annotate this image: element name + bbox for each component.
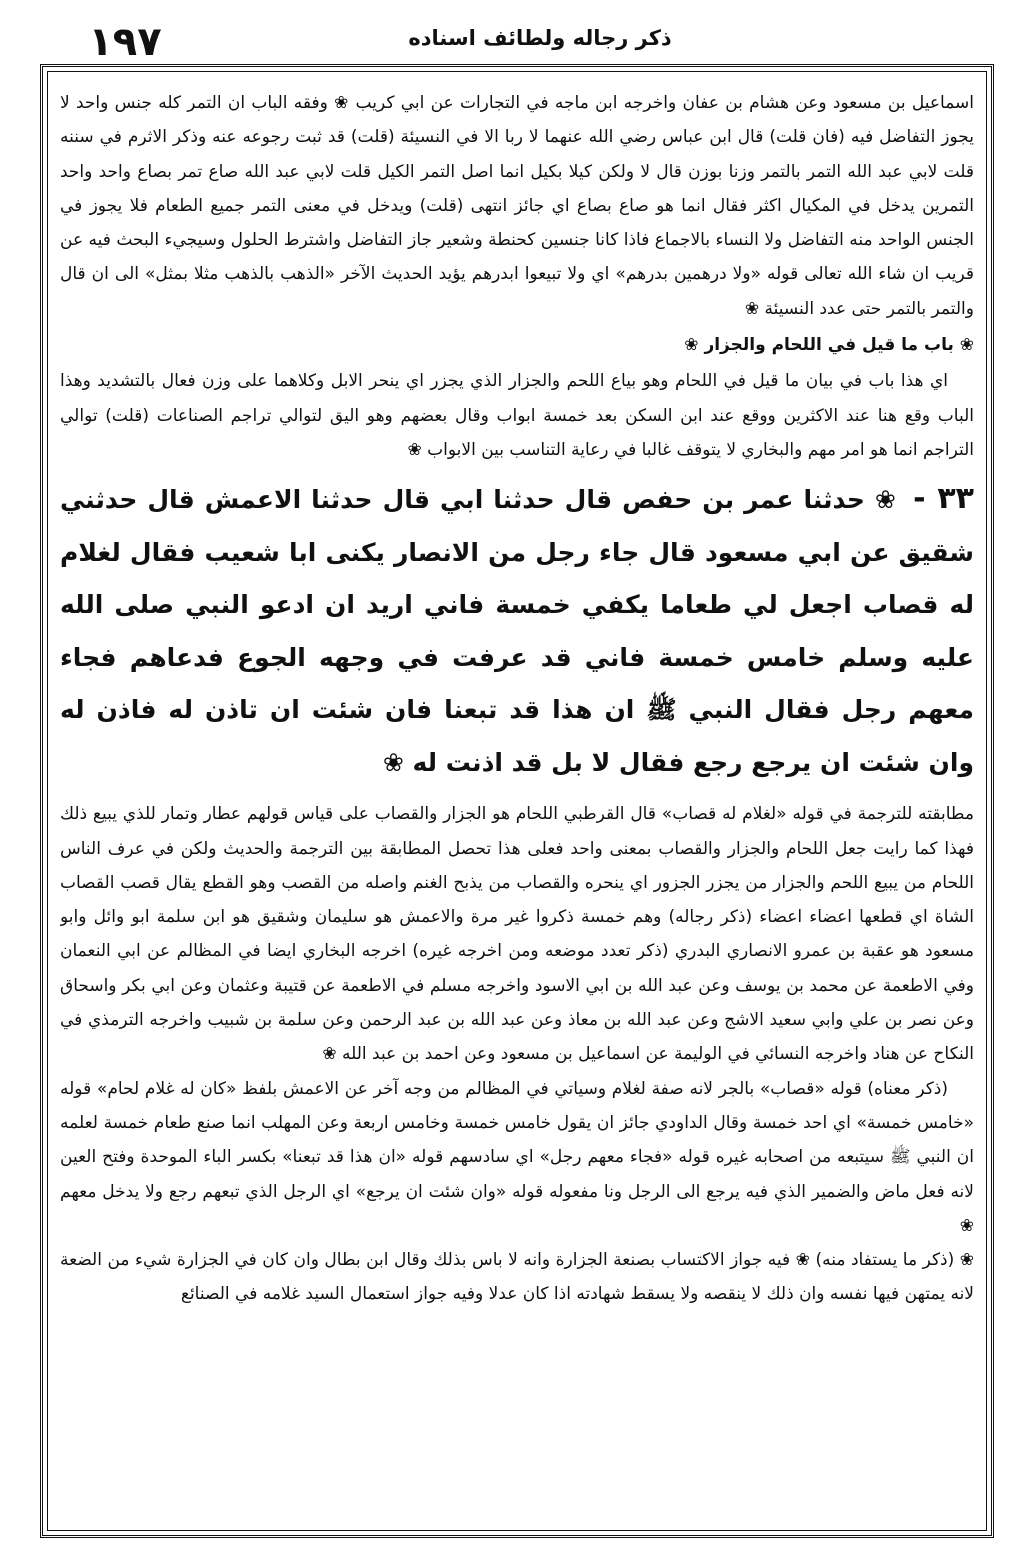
hadith-text-block: [60, 473, 974, 789]
paragraph-commentary-2: مطابقته للترجمة في قوله «لغلام له قصاب» قال القرطبي اللحام هو الجزار والقصاب على قياس قولهم عطار وتمار للذي يبيع ذلك فهذا كما رايت جعل اللحام والجزار والقصاب بمعنى واحد فعلى هذا تحصل المطابقة بين الترجمة والحديث ولكن في عرف الناس اللحام من يبيع اللحم والجزار من يجزر الجزور اي ينحره والقصاب من يذبح الغنم واصله من القصب وهو القطع يقال قصب القصاب الشاة اي قطعها اعضاء اعضاء (ذكر رجاله) وهم خمسة ذكروا غير مرة والاعمش هو سليمان وشقيق هو ابن سلمة ابو وائل وابو مسعود هو عقبة بن عمرو الانصاري البدري (ذكر تعدد موضعه ومن اخرجه غيره) اخرجه البخاري ايضا في المظالم عن ابي النعمان وفي الاطعمة عن محمد بن يوسف وعن عبد الله بن ابي الاسود واخرجه مسلم في الاطعمة عن قتيبة وعثمان وعن ابي بكر واسحاق وعن نصر بن علي وابي سعيد الاشج وعن عبد الله بن معاذ وعن عبد الله بن عبد الرحمن وعن سلمة بن شبيب واخرجه الترمذي في النكاح عن هناد واخرجه النسائي في الوليمة عن اسماعيل بن مسعود وعن احمد بن عبد الله ❀: [60, 804, 974, 1065]
hadith-number: ٣٣ -: [913, 481, 974, 517]
paragraph-benefits: ❀ (ذكر ما يستفاد منه) ❀ فيه جواز الاكتساب بصنعة الجزارة وانه لا باس بذلك وقال ابن بطال وان كان في الجزارة شيء من الضعة لانه يمتهن فيها نفسه وان ذلك لا ينقصه ولا يسقط شهادته اذا كان عدلا وفيه جواز استعمال السيد غلامه في الصنائع: [60, 1250, 974, 1305]
page-body: [60, 86, 974, 1526]
hadith-text: ❀ حدثنا عمر بن حفص قال حدثنا ابي قال حدثنا الاعمش قال حدثني شقيق عن ابي مسعود قال جاء رجل من الانصار يكنى ابا شعيب فقال لغلام له قصاب اجعل لي طعاما يكفي خمسة فاني اريد ان ادعو النبي صلى الله عليه وسلم خامس خمسة فاني قد عرفت في وجهه الجوع فدعاهم فجاء معهم رجل فقال النبي ﷺ ان هذا قد تبعنا فان شئت ان تاذن له فاذن له وان شئت ان يرجع رجع فقال لا بل قد اذنت له ❀: [60, 485, 974, 777]
paragraph-commentary-1: اسماعيل بن مسعود وعن هشام بن عفان واخرجه ابن ماجه في التجارات عن ابي كريب ❀ وفقه الباب ان التمر كله جنس واحد لا يجوز التفاضل فيه (فان قلت) قال ابن عباس رضي الله عنهما لا ربا الا في النسيئة (قلت) قد ثبت رجوعه عنه وذكر الاثرم في سننه قلت لابي عبد الله التمر بالتمر وزنا بوزن قال لا ولكن كيلا بكيل انما اصل التمر الكيل قلت لابي عبد الله صاع تمر بصاع واحد واحد التمرين يدخل في المكيال اكثر فقال انما هو صاع بصاع اي جائز انتهى (قلت) ويدخل في معنى التمر جميع الطعام فلا يجوز في الجنس الواحد منه التفاضل ولا النساء بالاجماع فاذا كانا جنسين كحنطة وشعير جاز التفاضل واشترط الحلول وسيجيء البحث فيه عن قريب ان شاء الله تعالى قوله «ولا درهمين بدرهم» اي ولا تبيعوا ابدرهم يؤيد الحديث الآخر «الذهب بالذهب مثلا بمثل» الى ان قال والتمر بالتمر حتى عدد النسيئة ❀: [60, 93, 974, 319]
paragraph-meaning: (ذكر معناه) قوله «قصاب» بالجر لانه صفة لغلام وسياتي في المظالم من وجه آخر عن الاعمش بلفظ «كان له غلام لحام» قوله «خامس خمسة» اي احد خمسة وقال الداودي جائز ان يقول خامس خمسة وخامس اربعة وعن المهلب انما صنع طعام خمسة لعلمه ان النبي ﷺ سيتبعه من اصحابه غيره قوله «فجاء معهم رجل» اي سادسهم قوله «ان هذا قد تبعنا» بكسر الباء الموحدة وفتح العين لانه فعل ماض والضمير الذي فيه يرجع الى الرجل ونا مفعوله قوله «وان شئت ان يرجع» اي الرجل الذي تبعهم رجع ولا يدخل معهم ❀: [60, 1078, 974, 1236]
paragraph-chapter-explanation: اي هذا باب في بيان ما قيل في اللحام وهو بياع اللحم والجزار الذي يجزر اي ينحر الابل وكلاهما على وزن فعال بالتشديد وهذا الباب وقع هنا عند الاكثرين ووقع عند ابن السكن بعد خمسة ابواب وقال بعضهم وهو اليق لتوالي تراجم الصناعات (قلت) توالي التراجم انما هو امر مهم والبخاري لا يتوقف غالبا في رعاية التناسب بين الابواب ❀: [60, 371, 974, 460]
page-number: ١٩٧: [88, 19, 162, 65]
running-title: ذكر رجاله ولطائف اسناده: [408, 26, 672, 50]
chapter-heading: ❀ باب ما قيل في اللحام والجزار ❀: [684, 335, 974, 356]
